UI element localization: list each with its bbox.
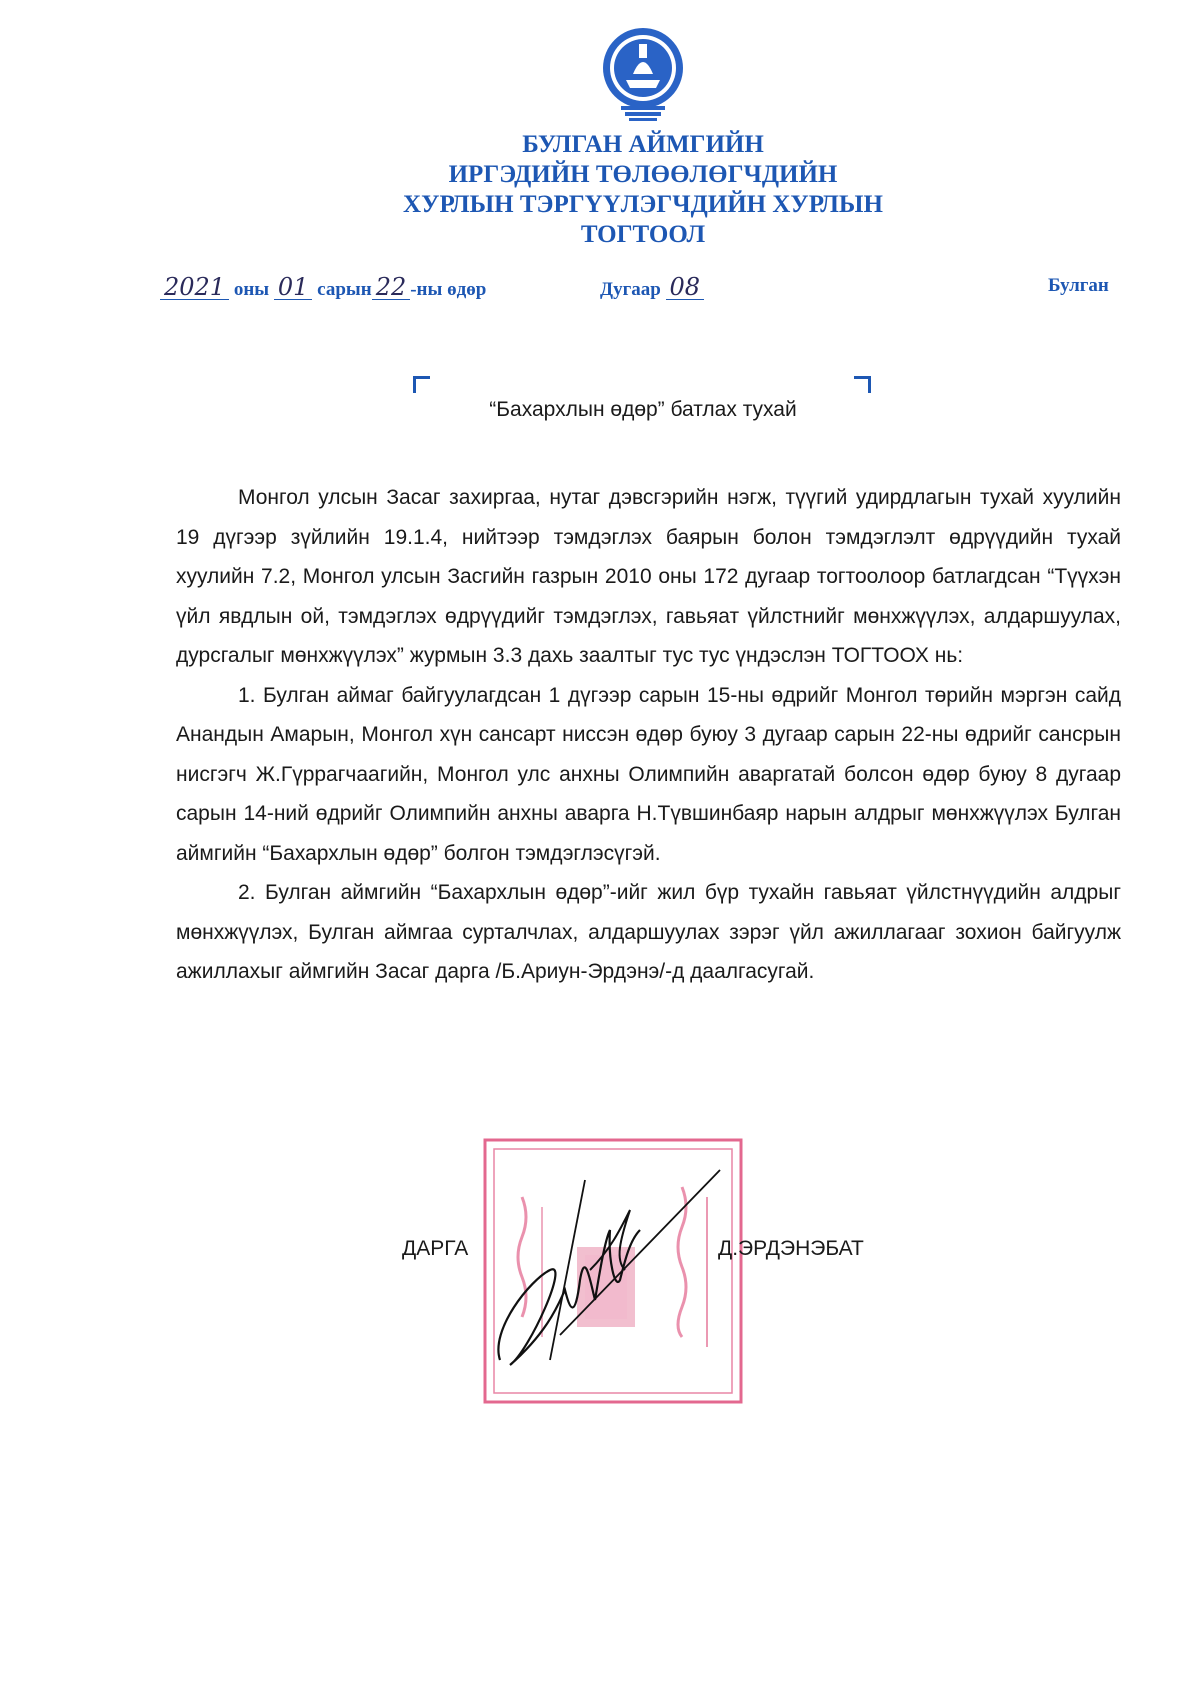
header-line-3: ХУРЛЫН ТЭРГҮҮЛЭГЧДИЙН ХУРЛЫН bbox=[403, 191, 883, 218]
date-line bbox=[160, 275, 486, 301]
date-month: 01 bbox=[274, 275, 313, 300]
header-line-4: ТОГТООЛ bbox=[580, 221, 706, 248]
date-day: 22 bbox=[372, 275, 411, 300]
paragraph-item-2: 2. Булган аймгийн “Бахархлын өдөр”-ийг жил бүр тухайн гавьяат үйлстнүүдийн алдрыг мөнхжүүлэх, Булган аймгаа сурталчлах, алдаршуулах зэрэг үйл ажиллагааг зохион байгуулж ажиллахыг аймгийн Засаг дарга /Б.Ариун-Эрдэнэ/-д даалгасугай. bbox=[176, 881, 1121, 983]
document-title: “Бахархлын өдөр” батлах тухай bbox=[489, 398, 797, 421]
place: Булган bbox=[1048, 275, 1109, 296]
date-year-suffix: оны bbox=[233, 279, 270, 300]
handwritten-signature bbox=[490, 1130, 730, 1390]
signatory-role: ДАРГА bbox=[402, 1237, 469, 1260]
date-year: 2021 bbox=[160, 275, 229, 300]
number-line bbox=[600, 275, 704, 301]
number-label: Дугаар bbox=[600, 279, 661, 300]
document-number: 08 bbox=[666, 275, 705, 300]
document-body bbox=[176, 478, 1121, 992]
date-month-suffix: сарын bbox=[317, 279, 372, 300]
header-line-2: ИРГЭДИЙН ТӨЛӨӨЛӨГЧДИЙН bbox=[448, 161, 838, 188]
header-line-1: БУЛГАН АЙМГИЙН bbox=[522, 131, 764, 158]
document-header bbox=[300, 130, 986, 250]
title-bracket-right bbox=[854, 376, 871, 393]
state-emblem bbox=[593, 22, 693, 122]
signatory-name: Д.ЭРДЭНЭБАТ bbox=[718, 1237, 864, 1260]
date-day-suffix: -ны өдөр bbox=[410, 279, 487, 300]
paragraph-preamble: Монгол улсын Засаг захиргаа, нутаг дэвсгэрийн нэгж, түүгий удирдлагын тухай хуулийн 19 дүгээр зүйлийн 19.1.4, нийтээр тэмдэглэх баярын болон тэмдэглэлт өдрүүдийн тухай хуулийн 7.2, Монгол улсын Засгийн газрын 2010 оны 172 дугаар тогтоолоор батлагдсан “Түүхэн үйл явдлын ой, тэмдэглэх өдрүүдийг тэмдэглэх, гавьяат үйлстнийг мөнхжүүлэх, алдаршуулах, дурсгалыг мөнхжүүлэх” журмын 3.3 дахь заалтыг тус тус үндэслэн ТОГТООХ нь: bbox=[176, 486, 1121, 667]
title-bracket-left bbox=[413, 376, 430, 393]
paragraph-item-1: 1. Булган аймаг байгуулагдсан 1 дүгээр сарын 15-ны өдрийг Монгол төрийн мэргэн сайд Анандын Амарын, Монгол хүн сансарт ниссэн өдөр буюу 3 дугаар сарын 22-ны өдрийг сансрын нисгэгч Ж.Гүррагчаагийн, Монгол улс анхны Олимпийн аваргатай болсон өдөр буюу 8 дугаар сарын 14-ний өдрийг Олимпийн анхны аварга Н.Түвшинбаяр нарын алдрыг мөнхжүүлэх Булган аймгийн “Бахархлын өдөр” болгон тэмдэглэсүгэй. bbox=[176, 683, 1121, 865]
